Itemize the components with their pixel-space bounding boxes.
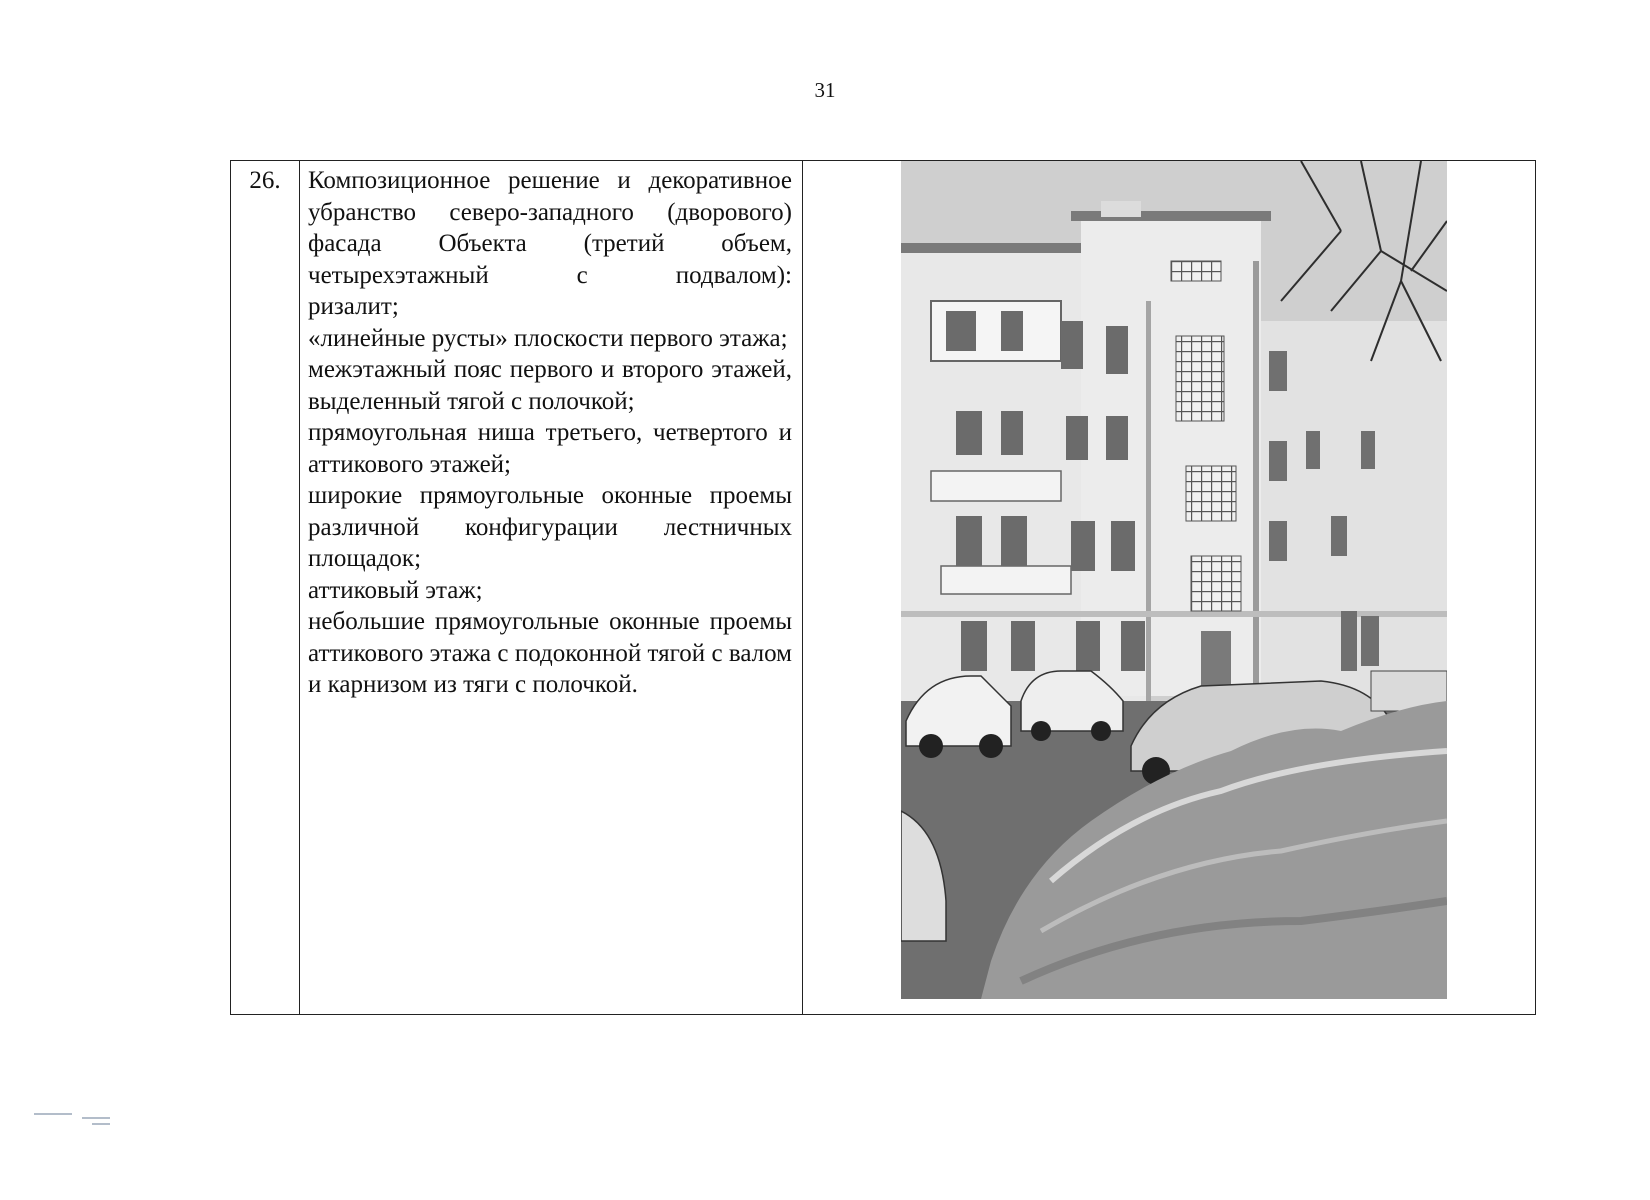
facade-photo [901,161,1447,999]
feature-description [300,161,803,1015]
feature-item: небольшие прямоугольные оконные проемы аттикового этажа с подоконной тягой с валом и карнизом из тяги с полочкой. [308,608,792,698]
feature-list [308,165,792,701]
scan-artifact [32,1108,112,1128]
photo-cell [803,161,1536,1015]
item-number: 26. [231,161,300,1015]
table-row [231,161,1536,1015]
feature-item: ризалит; [308,293,399,320]
feature-item: широкие прямоугольные оконные проемы различной конфигурации лестничных площадок; [308,482,792,572]
feature-item: прямоугольная ниша третьего, четвертого и аттикового этажей; [308,419,792,478]
feature-item: аттиковый этаж; [308,576,483,604]
page-number: 31 [814,78,836,102]
feature-item: «линейные русты» плоскости первого этажа; [308,324,788,352]
feature-item: межэтажный пояс первого и второго этажей, выделенный тягой с полочкой; [308,356,792,415]
monument-features-table [230,160,1536,1015]
feature-heading: Композиционное решение и декоративное убранство северо-западного (дворового) фасада Объекта (третий объем, четырехэтажный с подвалом): [308,167,792,289]
